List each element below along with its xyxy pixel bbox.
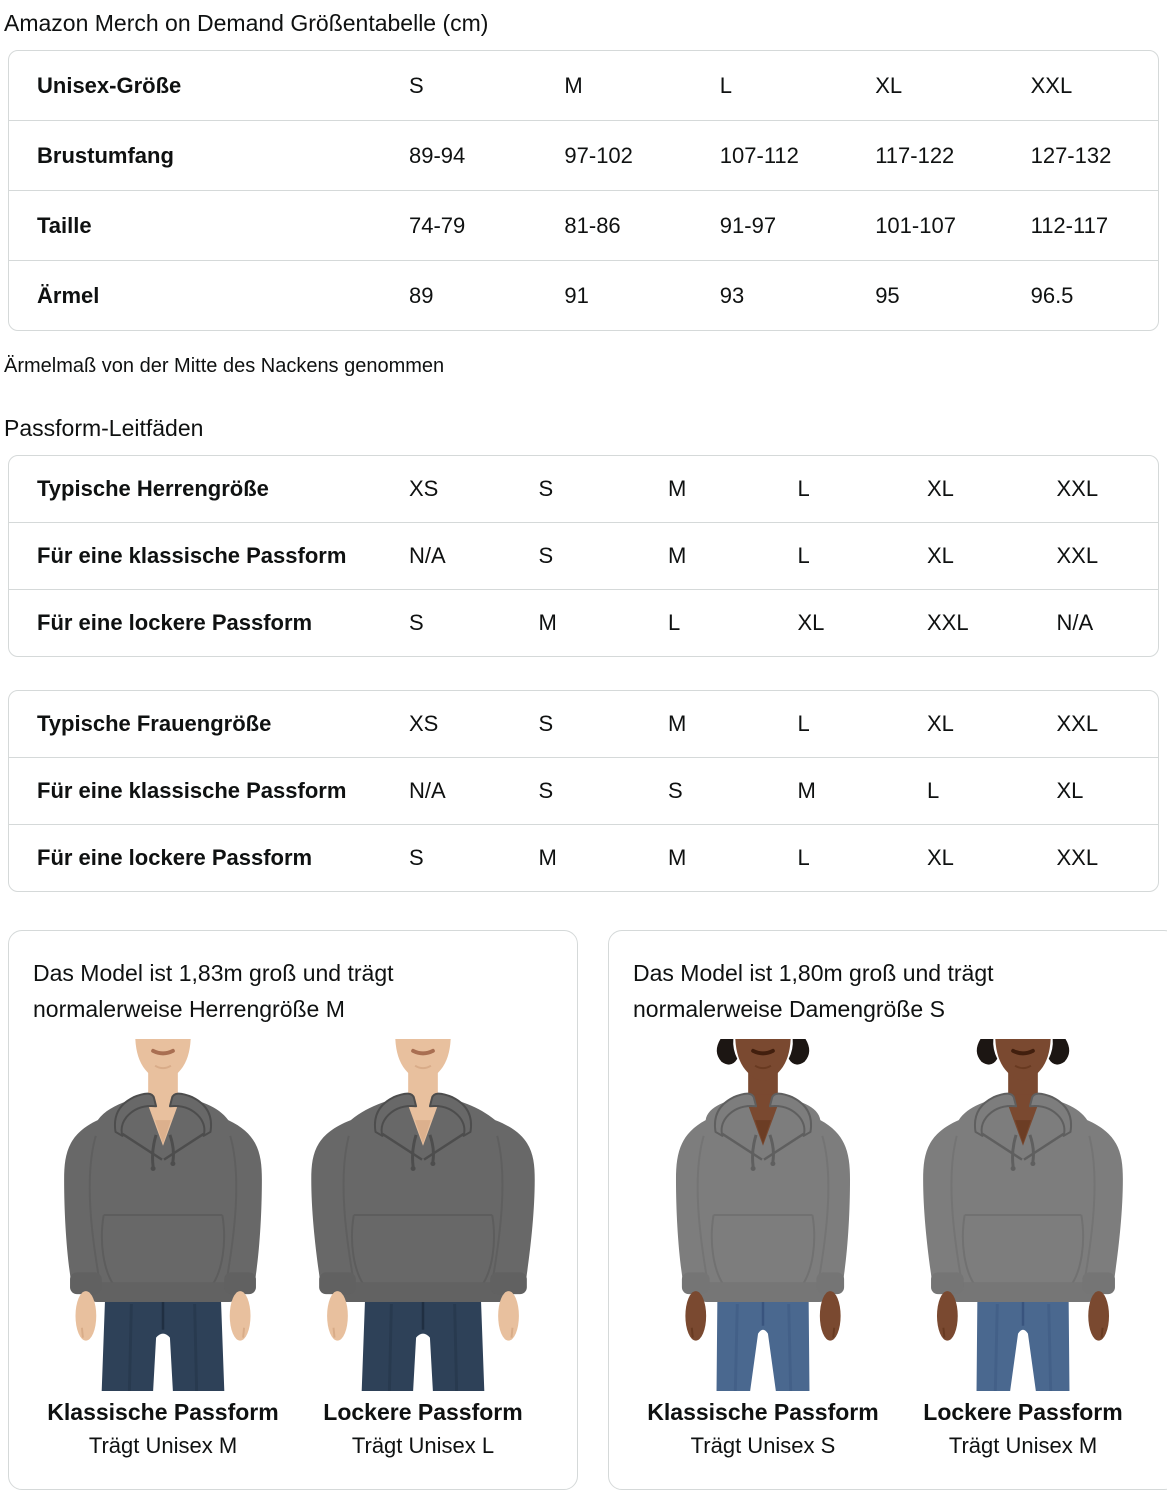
model-figures xyxy=(633,1039,1153,1459)
size-cell: L xyxy=(927,778,940,803)
size-cell: S xyxy=(538,476,554,501)
table-row xyxy=(9,456,1158,522)
size-cell: XL xyxy=(1056,778,1084,803)
fit-caption: Lockere Passform xyxy=(923,1399,1123,1425)
size-cell: 127-132 xyxy=(1030,142,1112,168)
size-cell: M xyxy=(564,72,583,98)
table-row xyxy=(9,120,1158,190)
size-cell: XL xyxy=(875,72,903,98)
size-cell: 81-86 xyxy=(564,212,621,238)
row-label: Für eine klassische Passform xyxy=(37,543,347,568)
size-cell: XL xyxy=(927,711,954,736)
size-cell: S xyxy=(538,778,554,803)
size-cell: L xyxy=(797,711,810,736)
fit-caption: Lockere Passform xyxy=(323,1399,523,1425)
size-cell: S xyxy=(668,778,683,803)
size-cell: N/A xyxy=(409,778,446,803)
fit-guides-heading: Passform-Leitfäden xyxy=(4,415,204,441)
size-cell: L xyxy=(797,845,810,870)
size-cell: M xyxy=(668,543,687,568)
size-cell: 89 xyxy=(409,282,434,308)
size-cell: M xyxy=(797,778,816,803)
size-cell: XL xyxy=(927,476,954,501)
model-photo-female-loose xyxy=(893,1039,1153,1391)
table-row xyxy=(9,260,1158,330)
size-cell: XXL xyxy=(1056,543,1099,568)
model-figures xyxy=(33,1039,553,1459)
model-cards xyxy=(8,930,1159,1490)
fit-size: Trägt Unisex M xyxy=(88,1433,238,1458)
table-row xyxy=(9,824,1158,891)
row-label: Für eine lockere Passform xyxy=(37,845,313,870)
row-label: Typische Herrengröße xyxy=(37,476,269,501)
unisex-size-table xyxy=(8,50,1159,331)
size-cell: M xyxy=(668,711,687,736)
size-cell: 91-97 xyxy=(719,212,777,238)
table-row xyxy=(9,691,1158,757)
size-cell: S xyxy=(409,72,424,98)
size-cell: XS xyxy=(409,476,439,501)
model-photo-female-classic xyxy=(633,1039,893,1391)
size-cell: XS xyxy=(409,711,439,736)
size-cell: XL xyxy=(927,845,954,870)
row-label: Brustumfang xyxy=(37,142,174,168)
row-label: Unisex-Größe xyxy=(37,72,182,98)
size-cell: M xyxy=(538,845,557,870)
sleeve-note: Ärmelmaß von der Mitte des Nackens genommen xyxy=(4,355,445,377)
page-title: Amazon Merch on Demand Größentabelle (cm) xyxy=(4,10,489,36)
size-cell: 96.5 xyxy=(1030,282,1074,308)
size-cell: XXL xyxy=(927,610,969,635)
table-row xyxy=(9,51,1158,120)
row-label: Für eine lockere Passform xyxy=(37,610,313,635)
figure-column xyxy=(293,1039,553,1459)
size-cell: M xyxy=(538,610,557,635)
model-photo-male-classic xyxy=(33,1039,293,1391)
size-cell: XXL xyxy=(1056,711,1099,736)
size-cell: S xyxy=(409,610,424,635)
size-cell: S xyxy=(409,845,424,870)
womens-model-card xyxy=(608,930,1167,1490)
size-cell: 117-122 xyxy=(875,142,955,168)
size-cell: S xyxy=(538,711,554,736)
womens-fit-table xyxy=(8,690,1159,892)
table-row xyxy=(9,522,1158,589)
size-cell: L xyxy=(668,610,681,635)
size-cell: N/A xyxy=(1056,610,1094,635)
size-cell: N/A xyxy=(409,543,446,568)
fit-caption: Klassische Passform xyxy=(47,1399,279,1425)
table-row xyxy=(9,190,1158,260)
size-cell: 89-94 xyxy=(409,142,466,168)
row-label: Für eine klassische Passform xyxy=(37,778,347,803)
model-photo-male-loose xyxy=(293,1039,553,1391)
table-row xyxy=(9,757,1158,824)
model-description: Das Model ist 1,83m groß und trägt normalerweise Herrengröße M xyxy=(33,960,394,1022)
mens-fit-table xyxy=(8,455,1159,657)
size-cell: XXL xyxy=(1030,72,1073,98)
size-cell: 101-107 xyxy=(875,212,956,238)
figure-column xyxy=(33,1039,293,1459)
fit-size: Trägt Unisex M xyxy=(948,1433,1098,1458)
fit-size: Trägt Unisex S xyxy=(690,1433,836,1458)
size-cell: 93 xyxy=(719,282,745,308)
size-cell: 74-79 xyxy=(409,212,466,238)
size-cell: L xyxy=(797,476,810,501)
size-cell: L xyxy=(797,543,810,568)
row-label: Typische Frauengröße xyxy=(37,711,272,736)
size-cell: XXL xyxy=(1056,845,1099,870)
size-cell: 97-102 xyxy=(564,142,633,168)
row-label: Taille xyxy=(37,212,92,238)
fit-caption: Klassische Passform xyxy=(647,1399,879,1425)
size-cell: XXL xyxy=(1056,476,1099,501)
figure-column xyxy=(633,1039,893,1459)
size-cell: M xyxy=(668,476,687,501)
size-cell: XL xyxy=(797,610,825,635)
size-cell: 112-117 xyxy=(1030,212,1109,238)
model-description: Das Model ist 1,80m groß und trägt normalerweise Damengröße S xyxy=(633,960,994,1022)
figure-column xyxy=(893,1039,1153,1459)
size-cell: L xyxy=(719,72,733,98)
size-cell: 107-112 xyxy=(719,142,799,168)
size-cell: XL xyxy=(927,543,954,568)
mens-model-card xyxy=(8,930,578,1490)
size-cell: S xyxy=(538,543,554,568)
size-cell: 91 xyxy=(564,282,589,308)
fit-size: Trägt Unisex L xyxy=(351,1433,495,1458)
row-label: Ärmel xyxy=(37,282,100,308)
size-cell: 95 xyxy=(875,282,900,308)
size-cell: M xyxy=(668,845,687,870)
table-row xyxy=(9,589,1158,656)
